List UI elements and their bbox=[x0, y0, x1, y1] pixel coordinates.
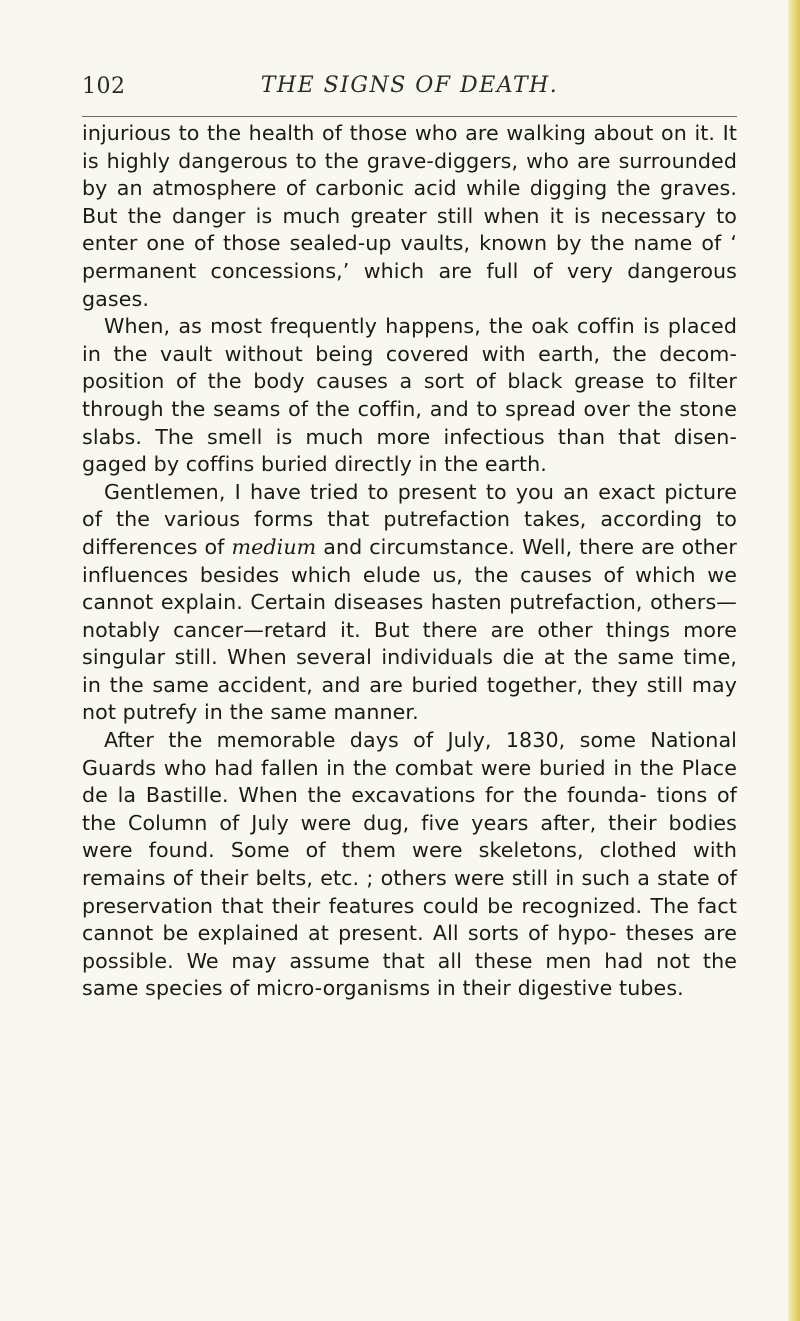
body-text bbox=[82, 120, 737, 1003]
paragraph-2: When, as most frequently happens, the oak coffin is placed in the vault without being covered with earth, the decom- position of the body causes a sort of black grease to filter through the seams of the coffin, and to spread over the stone slabs. The smell is much more infectious than that disen- gaged by coffins buried directly in the earth. bbox=[82, 314, 737, 477]
page-number: 102 bbox=[82, 74, 126, 99]
page-edge bbox=[788, 0, 800, 1321]
header-rule bbox=[82, 116, 737, 117]
running-title: THE SIGNS OF DEATH. bbox=[260, 73, 559, 98]
paragraph-3 bbox=[82, 479, 737, 727]
italic-term: medium bbox=[231, 534, 317, 559]
paragraph-3-text-after: and circumstance. Well, there are other influences besides which elude us, the causes of which we cannot explain. Certain diseases hasten putrefaction, others—notably cancer—retard it. But there are other things more singular still. When several individuals die at the same time, in the same accident, and are buried together, they still may not putrefy in the same manner. bbox=[82, 534, 737, 725]
paragraph-1: injurious to the health of those who are walking about on it. It is highly dangerous to the grave-diggers, who are surrounded by an atmosphere of carbonic acid while digging the graves. But the danger is much greater still when it is necessary to enter one of those sealed-up vaults, known by the name of ‘ permanent concessions,’ which are full of very dangerous gases. bbox=[82, 121, 737, 311]
paragraph-3-text-before: Gentlemen, I have tried to present to you an exact picture of the various forms that putrefaction takes, according to differences of bbox=[82, 479, 737, 559]
page-header bbox=[82, 74, 737, 110]
paragraph-4: After the memorable days of July, 1830, some National Guards who had fallen in the combat were buried in the Place de la Bastille. When the excavations for the founda- tions of the Column of July were dug, five years after, their bodies were found. Some of them were skeletons, clothed with remains of their belts, etc. ; others were still in such a state of preservation that their features could be recognized. The fact cannot be explained at present. All sorts of hypo- theses are possible. We may assume that all these men had not the same species of micro-organisms in their digestive tubes. bbox=[82, 728, 737, 1001]
